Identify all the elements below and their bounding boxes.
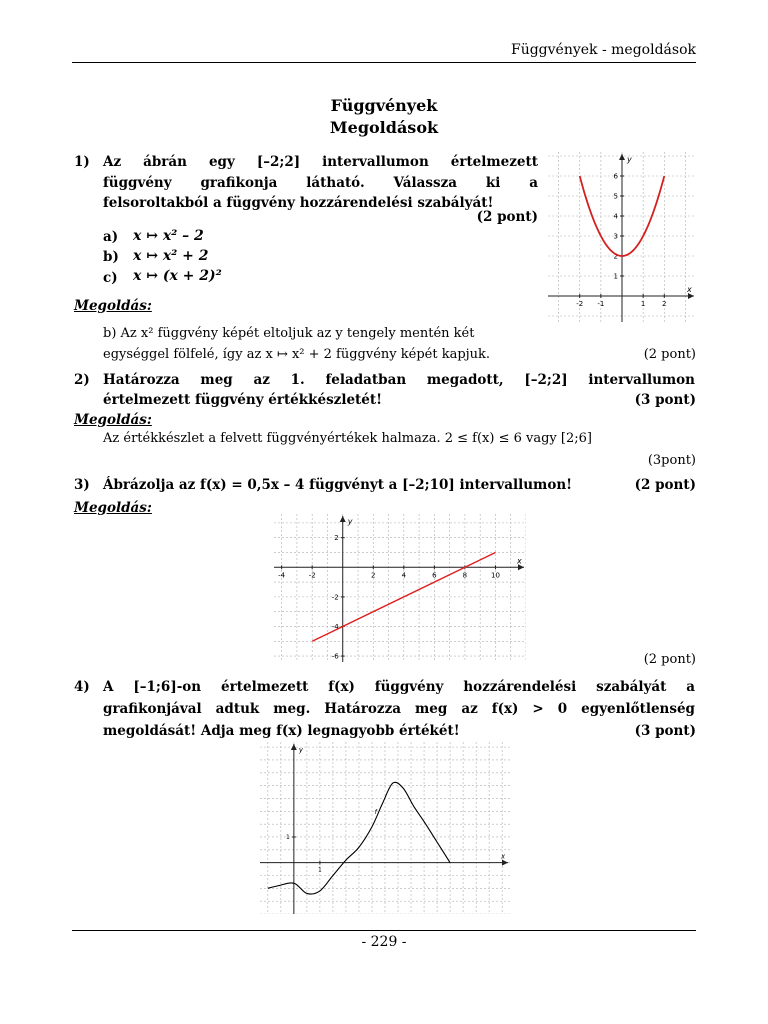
q2-solution-text: Az értékkészlet a felvett függvényértékek halmaza. 2 ≤ f(x) ≤ 6 vagy [2;6] [103, 431, 592, 446]
q1-solution-points: (2 pont) [643, 347, 696, 362]
y-tick-label: 5 [613, 192, 618, 201]
q1-option-a-label: a) [103, 229, 119, 245]
y-axis-arrow [291, 744, 297, 750]
q4-points: (3 pont) [634, 723, 696, 739]
q1-solution-line-2: egységgel fölfelé, így az x ↦ x² + 2 függvény képét kapjuk. [103, 347, 491, 362]
x-tick-label: 2 [662, 300, 667, 308]
q1-solution-line-1: b) Az x² függvény képét eltoljuk az y tengely mentén két [103, 326, 475, 341]
q1-line-1: Az ábrán egy [–2;2] intervallumon értelmezett [103, 154, 538, 170]
y-tick-label: 2 [334, 534, 339, 543]
x-tick-label: 1 [640, 300, 646, 308]
page-subtitle: Megoldások [329, 118, 439, 137]
y-axis-arrow [340, 516, 346, 522]
x-tick-label: 10 [490, 571, 500, 580]
y-tick-label: 1 [286, 833, 290, 841]
y-tick-label: -6 [331, 652, 339, 661]
y-tick-label: 1 [613, 272, 618, 281]
q2-number: 2) [74, 372, 90, 388]
y-tick-label: 6 [613, 172, 618, 181]
q1-option-c: x ↦ (x + 2)² [133, 268, 222, 284]
q2-points: (3 pont) [634, 392, 696, 408]
x-axis-label: x [687, 285, 692, 294]
x-tick-label: 4 [401, 571, 407, 580]
x-axis-label: x [501, 852, 506, 861]
q1-line-2: függvény grafikonja látható. Válassza ki a [103, 175, 538, 191]
curve-label: f [374, 808, 377, 816]
q1-points: (2 pont) [476, 209, 538, 225]
q3-solution-label: Megoldás: [74, 500, 152, 516]
y-tick-label: -4 [331, 622, 339, 631]
x-tick-label: -4 [278, 571, 286, 580]
q3-points: (2 pont) [634, 477, 696, 493]
x-tick-label: -2 [308, 571, 316, 580]
q1-option-c-label: c) [103, 270, 118, 286]
y-axis-label: y [298, 746, 304, 754]
q4-line-3: megoldását! Adja meg f(x) legnagyobb értékét! [103, 723, 460, 739]
q2-solution-points: (3pont) [647, 453, 696, 468]
q1-number: 1) [74, 154, 90, 170]
q3-text: Ábrázolja az f(x) = 0,5x – 4 függvényt a [–2;10] intervallumon! [103, 477, 573, 493]
x-tick-label: 1 [317, 866, 322, 874]
q2-solution-label: Megoldás: [74, 412, 152, 428]
q1-option-b-label: b) [103, 249, 119, 265]
page-number: - 229 - [361, 934, 407, 950]
q1-solution-label: Megoldás: [74, 298, 152, 314]
q1-line-3: felsoroltakból a függvény hozzárendelési szabályát! [103, 195, 494, 211]
q1-option-a: x ↦ x² – 2 [133, 228, 204, 244]
q2-line-1: Határozza meg az 1. feladatban megadott, [–2;2] intervallumon [103, 372, 695, 388]
y-tick-label: -2 [331, 593, 339, 602]
q3-number: 3) [74, 477, 90, 493]
header-rule [72, 62, 696, 63]
x-axis-label: x [517, 556, 522, 566]
y-tick-label: 2 [613, 252, 618, 261]
q1-option-b: x ↦ x² + 2 [133, 248, 209, 264]
x-tick-label: 6 [432, 571, 437, 580]
x-tick-label: 2 [371, 571, 376, 580]
y-axis-label: y [627, 155, 632, 164]
q4-number: 4) [74, 679, 90, 695]
q4-line-1: A [–1;6]-on értelmezett f(x) függvény hozzárendelési szabályát a [103, 679, 695, 695]
y-tick-label: 4 [613, 212, 618, 221]
y-tick-label: 3 [613, 232, 618, 241]
function-f-graph [260, 742, 510, 914]
y-axis-arrow [619, 154, 625, 160]
linear-graph [274, 514, 526, 662]
x-tick-label: -2 [576, 300, 584, 308]
page-title: Függvények [330, 96, 438, 115]
q2-line-2: értelmezett függvény értékkészletét! [103, 392, 383, 408]
q4-line-2: grafikonjával adtuk meg. Határozza meg az f(x) > 0 egyenlőtlenség [103, 701, 695, 717]
x-tick-label: 8 [462, 571, 468, 580]
running-header: Függvények - megoldások [510, 42, 696, 58]
y-axis-label: y [347, 517, 353, 526]
q3-solution-points: (2 pont) [643, 652, 696, 667]
x-tick-label: -1 [597, 300, 605, 308]
footer-rule [72, 930, 696, 931]
parabola-graph [548, 152, 696, 322]
